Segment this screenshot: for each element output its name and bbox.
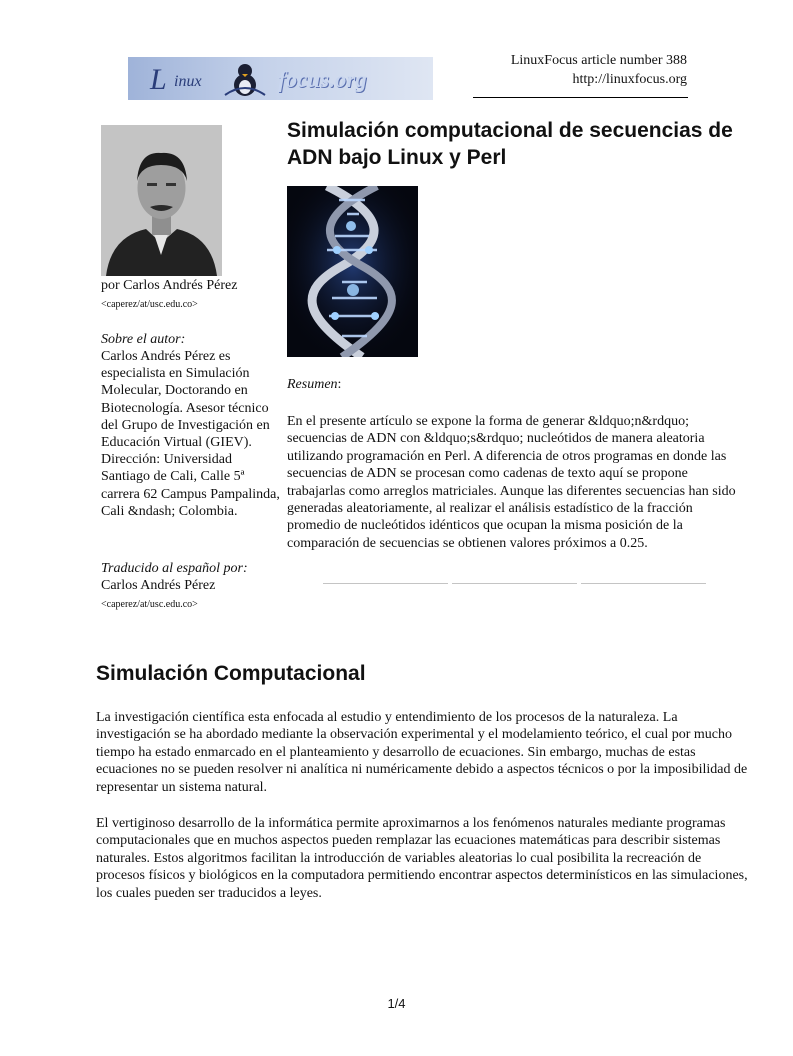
header-divider bbox=[473, 97, 688, 98]
abstract-label-text: Resumen bbox=[287, 377, 338, 392]
translator-email[interactable]: <caperez/at/usc.edu.co> bbox=[101, 599, 198, 610]
separator-line-3 bbox=[581, 583, 706, 584]
abstract-text: En el presente artículo se expone la forma de generar &ldquo;n&rdquo; secuencias de ADN con &ldquo;s&rdquo; nucleótidos de manera aleatoria utilizando programación en Perl. A diferencia de otros programas en donde las secuencias de ADN se procesan como cadenas de texto aquí se propone trabajarlas como arreglos matriciales. Aunque las diferentes secuencias han sido generadas aleatoriamente, al realizar el análisis estadístico de la fracción promedio de nucleótidos idénticos que ocupan la misma posición de la comparación de secuencias se obtienen valores próximos a 0.25. bbox=[287, 414, 736, 551]
section-paragraph-2: El vertiginoso desarrollo de la informática permite aproximarnos a los fenómenos naturales mediante programas computacionales que en muchos aspectos pueden remplazar las ecuaciones matemáticas para describir sistemas naturales. Estos algoritmos facilitan la introducción de variables aleatorias lo cual posibilita la recreación de procesos físicos y biológicos en la computadora permitiendo encontrar aspectos determinísticos en las simulaciones, los cuales pueden ser traducidos a leyes. bbox=[96, 816, 748, 901]
author-photo bbox=[101, 125, 222, 276]
section-heading: Simulación Computacional bbox=[96, 662, 366, 685]
tux-penguin-icon bbox=[223, 61, 267, 97]
translated-by-heading: Traducido al español por: bbox=[101, 561, 248, 576]
separator-line-1 bbox=[323, 583, 448, 584]
article-number: LinuxFocus article number 388 bbox=[510, 53, 687, 68]
separator-line-2 bbox=[452, 583, 577, 584]
about-author-heading: Sobre el autor: bbox=[101, 332, 186, 347]
site-url[interactable]: http://linuxfocus.org bbox=[572, 72, 687, 87]
logo-text-inux: inux bbox=[174, 73, 202, 90]
page-number: 1/4 bbox=[387, 996, 406, 1011]
author-email[interactable]: <caperez/at/usc.edu.co> bbox=[101, 299, 198, 310]
about-author-text: Carlos Andrés Pérez es especialista en Simulación Molecular, Doctorando en Biotecnología. Asesor técnico del Grupo de Investigación en Educación Virtual (GIEV). Dirección: Universidad Santiago de Cali, Calle 5ª carrera 62 Campus Pampalinda, Cali &ndash; Colombia. bbox=[101, 349, 280, 519]
abstract-label bbox=[287, 377, 341, 393]
section-paragraph-1: La investigación científica esta enfocada al estudio y entendimiento de los procesos de la naturaleza. La investigación se ha abordado mediante la observación experimental y el modelamiento teórico, el cual por mucho tiempo ha estado enmarcado en el planteamiento y desarrollo de ecuaciones. Sin embargo, muchas de estas ecuaciones no se pueden resolver ni analítica ni numéricamente debido a aspectos técnicos o por la imposibilidad de representar un sistema natural. bbox=[96, 710, 748, 795]
article-info bbox=[511, 51, 687, 89]
article-title: Simulación computacional de secuencias de ADN bajo Linux y Perl bbox=[287, 119, 733, 169]
logo-text-focus: focus.org bbox=[278, 67, 367, 92]
logo-letter-l: L bbox=[150, 63, 167, 96]
linuxfocus-logo[interactable] bbox=[128, 57, 433, 100]
abstract-label-colon: : bbox=[337, 377, 342, 392]
author-byline: por Carlos Andrés Pérez bbox=[101, 278, 238, 293]
translator-name: Carlos Andrés Pérez bbox=[101, 578, 216, 593]
dna-helix-image bbox=[287, 186, 418, 357]
